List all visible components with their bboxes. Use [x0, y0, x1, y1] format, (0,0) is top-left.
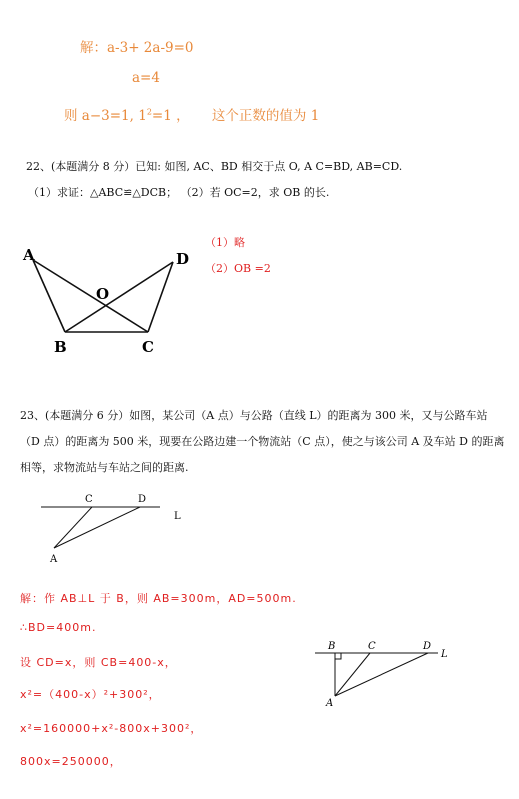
segment-da [54, 507, 140, 548]
label-c: C [368, 641, 376, 652]
label-a: A [23, 246, 35, 264]
label-o: O [96, 285, 110, 303]
segment-bd [65, 262, 173, 332]
label-d: D [423, 641, 432, 652]
label-l: L [174, 511, 181, 522]
q22-stem: 22、(本题满分 8 分）已知: 如图, AC、BD 相交于点 O, A C=BD, AB=CD. [26, 160, 403, 173]
label-c: C [85, 494, 93, 505]
label-b: B [54, 338, 67, 356]
label-b: B [328, 641, 336, 652]
q21-line2: a=4 [132, 70, 160, 86]
q21-line1: 解：a-3+ 2a-9=0 [80, 40, 194, 56]
q23-solution-4: x²=（400-x）²+300²， [20, 688, 161, 701]
q22-figure [20, 240, 200, 360]
label-a: A [50, 554, 58, 565]
q22-answer1: （1）略 [205, 236, 245, 249]
segment-ca [54, 507, 92, 548]
label-a: A [326, 698, 334, 709]
label-d: D [138, 494, 147, 505]
q23-solution-figure [310, 636, 460, 712]
q23-solution-2: ∴BD=400m. [20, 621, 97, 634]
q21-conclusion: 这个正数的值为 1 [211, 108, 320, 124]
label-d: D [176, 250, 190, 268]
segment-dc [148, 262, 173, 332]
segment-ac [33, 260, 148, 332]
q22-answer2: （2）OB =2 [205, 262, 271, 275]
right-angle-mark [335, 653, 341, 659]
segment-da [335, 653, 428, 696]
q21-line3-sup: 2 [146, 107, 152, 117]
q23-solution-3: 设 CD=x，则 CB=400-x， [20, 656, 177, 669]
q22-parts: （1）求证：△ABC≌△DCB； （2）若 OC=2，求 OB 的长. [28, 186, 330, 199]
label-l: L [441, 649, 448, 660]
q21-line3 [64, 104, 319, 124]
q23-solution-1: 解：作 AB⊥L 于 B，则 AB=300m，AD=500m. [20, 592, 297, 605]
q21-line3-prefix: 则 a−3=1, 1 [64, 108, 147, 124]
label-c: C [142, 338, 154, 356]
q23-figure [36, 490, 196, 565]
q23-solution-6: 800x=250000， [20, 755, 122, 768]
q23-stem: 23、(本题满分 6 分）如图，某公司（A 点）与公路（直线 L）的距离为 300 米，又与公路车站（D 点）的距离为 500 米，现要在公路边建一个物流站（C 点），使之与该公司 A 及车站 D 的距离相等，求物流站与车站之间的距离. [20, 409, 505, 474]
q21-line3-mid: =1 ， [151, 108, 190, 124]
q23-solution-5: x²=160000+x²-800x+300²， [20, 722, 203, 735]
